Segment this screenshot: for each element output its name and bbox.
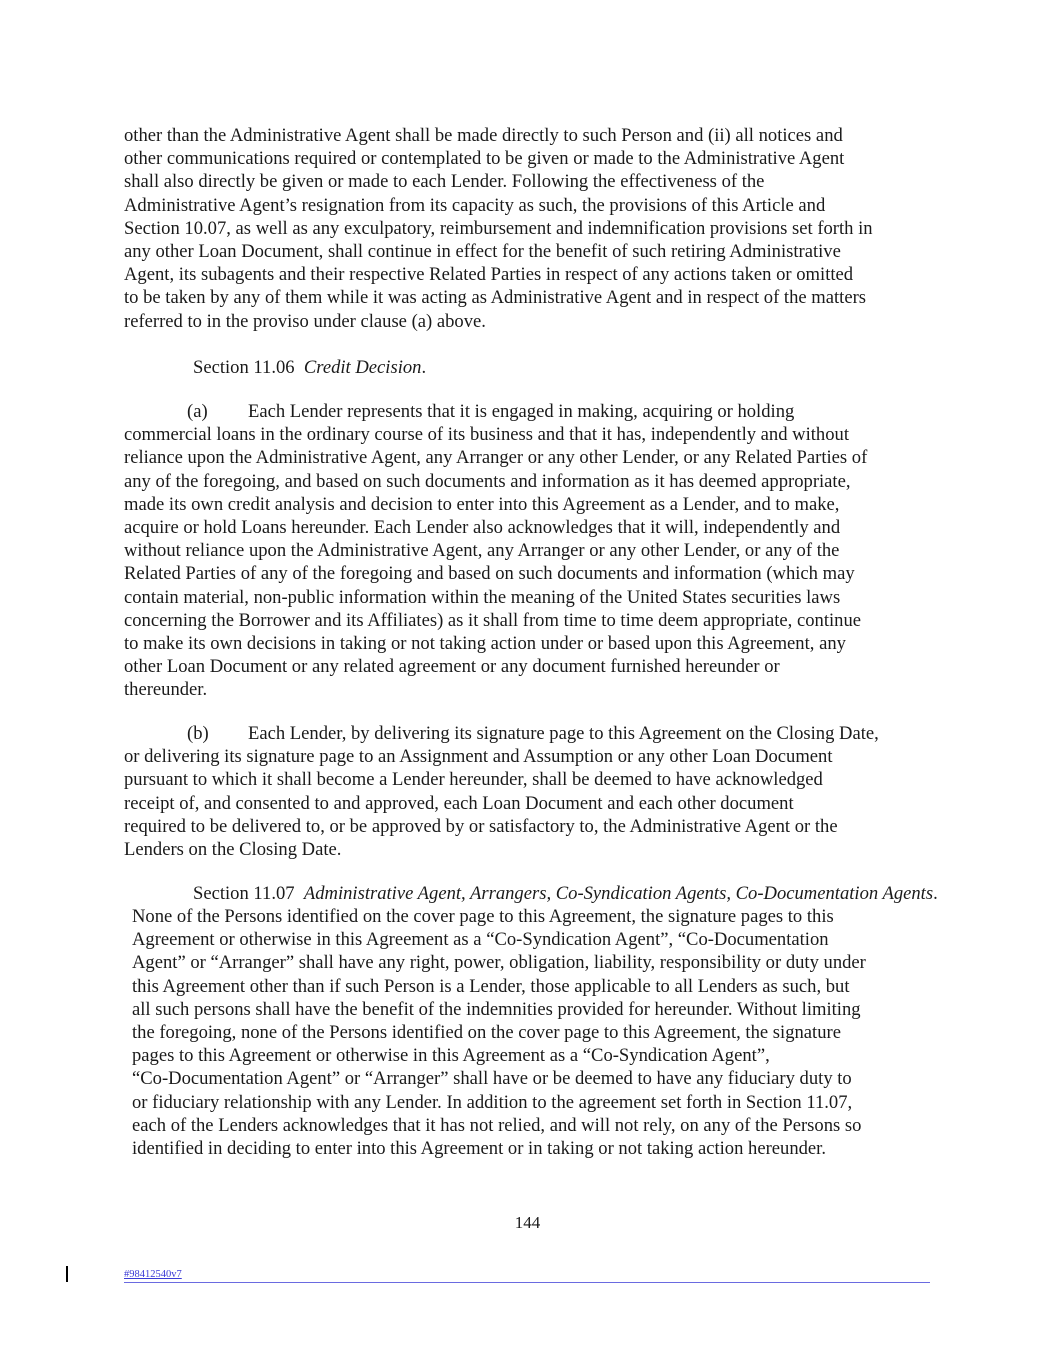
section-title-suffix: . <box>421 357 427 378</box>
section-11-06-heading <box>193 356 426 379</box>
paragraph-line: Each Lender, by delivering its signature page to this Agreement on the Closing Date, <box>248 723 879 744</box>
paragraph-line: Related Parties of any of the foregoing and based on such documents and information (which may <box>124 563 855 585</box>
paragraph-line: all such persons shall have the benefit of the indemnities provided for hereunder. Without limiting <box>132 998 861 1020</box>
paragraph-line: Agent, its subagents and their respective Related Parties in respect of any actions taken or omitted <box>124 264 854 286</box>
paragraph-line: Administrative Agent’s resignation from its capacity as such, the provisions of this Article and <box>124 194 826 216</box>
paragraph-line: each of the Lenders acknowledges that it has not relied, and will not rely, on any of the Persons so <box>132 1114 862 1136</box>
paragraph-line: required to be delivered to, or be approved by or satisfactory to, the Administrative Agent or the <box>124 815 838 837</box>
paragraph-line: thereunder. <box>124 679 208 701</box>
paragraph-line: any of the foregoing, and based on such documents and information as it has deemed appropriate, <box>124 470 851 492</box>
revision-change-bar <box>66 1266 68 1282</box>
carryover-paragraph <box>124 124 932 333</box>
subsection-first-line <box>124 400 932 423</box>
paragraph-line: the foregoing, none of the Persons identified on the cover page to this Agreement, the signature <box>132 1022 841 1044</box>
document-id-link[interactable]: #98412540v7 <box>124 1269 182 1280</box>
paragraph-line: identified in deciding to enter into this Agreement or in taking or not taking action hereunder. <box>132 1138 826 1160</box>
paragraph-line: commercial loans in the ordinary course of its business and that it has, independently and without <box>124 424 849 446</box>
footer-rule <box>124 1282 930 1283</box>
paragraph-line: Section 10.07, as well as any exculpatory, reimbursement and indemnification provisions set forth in <box>124 217 873 239</box>
paragraph-line: contain material, non-public information within the meaning of the United States securities laws <box>124 586 841 608</box>
paragraph-line: other than the Administrative Agent shall be made directly to such Person and (ii) all notices and <box>124 125 843 146</box>
page-number: 144 <box>514 1213 541 1232</box>
paragraph-line: shall also directly be given or made to each Lender. Following the effectiveness of the <box>124 171 765 193</box>
paragraph-line: or delivering its signature page to an Assignment and Assumption or any other Loan Document <box>124 746 833 768</box>
paragraph-line: other Loan Document or any related agreement or any document furnished hereunder or <box>124 656 780 678</box>
subsection-b-paragraph <box>124 722 932 861</box>
section-number: Section 11.06 <box>193 357 295 378</box>
paragraph-line: this Agreement other than if such Person is a Lender, those applicable to all Lenders as such, but <box>132 975 850 997</box>
subsection-label: (a) <box>187 401 208 422</box>
section-11-07-paragraph <box>132 905 940 1160</box>
paragraph-line: None of the Persons identified on the cover page to this Agreement, the signature pages to this <box>132 906 834 927</box>
paragraph-line: or fiduciary relationship with any Lender. In addition to the agreement set forth in Section 11.07, <box>132 1091 853 1113</box>
paragraph-line: referred to in the proviso under clause (a) above. <box>124 310 486 332</box>
paragraph-line: Agent” or “Arranger” shall have any right, power, obligation, liability, responsibility or duty under <box>132 952 866 974</box>
paragraph-line: concerning the Borrower and its Affiliates) as it shall from time to time deem appropriate, continue <box>124 609 861 631</box>
paragraph-line: other communications required or contemplated to be given or made to the Administrative Agent <box>124 148 845 170</box>
paragraph-line: any other Loan Document, shall continue in effect for the benefit of such retiring Administrative <box>124 241 841 263</box>
section-11-07-heading <box>193 882 938 905</box>
paragraph-line: Agreement or otherwise in this Agreement as a “Co-Syndication Agent”, “Co-Documentation <box>132 929 829 951</box>
paragraph-line: to be taken by any of them while it was acting as Administrative Agent and in respect of the matters <box>124 287 867 309</box>
paragraph-line: without reliance upon the Administrative Agent, any Arranger or any other Lender, or any of the <box>124 540 840 562</box>
paragraph-line: pages to this Agreement or otherwise in this Agreement as a “Co-Syndication Agent”, <box>132 1045 770 1067</box>
paragraph-line: made its own credit analysis and decision to enter into this Agreement as a Lender, and to make, <box>124 493 840 515</box>
subsection-label: (b) <box>187 723 209 744</box>
section-title-suffix: . <box>933 883 938 904</box>
paragraph-line: “Co-Documentation Agent” or “Arranger” shall have or be deemed to have any fiduciary duty to <box>132 1068 852 1090</box>
subsection-a-paragraph <box>124 400 932 702</box>
paragraph-line: to make its own decisions in taking or not taking action under or based upon this Agreement, any <box>124 633 846 655</box>
paragraph-line: pursuant to which it shall become a Lender hereunder, shall be deemed to have acknowledged <box>124 769 823 791</box>
paragraph-line: reliance upon the Administrative Agent, any Arranger or any other Lender, or any Related Parties of <box>124 447 868 469</box>
paragraph-line: receipt of, and consented to and approved, each Loan Document and each other document <box>124 792 794 814</box>
section-title: Credit Decision <box>303 357 422 378</box>
paragraph-line: Lenders on the Closing Date. <box>124 839 342 861</box>
paragraph-line: Each Lender represents that it is engaged in making, acquiring or holding <box>248 401 795 422</box>
section-title: Administrative Agent, Arrangers, Co-Syndication Agents, Co-Documentation Agents <box>303 883 934 904</box>
paragraph-line: acquire or hold Loans hereunder. Each Lender also acknowledges that it will, independently and <box>124 517 841 539</box>
subsection-first-line <box>124 722 932 745</box>
section-number: Section 11.07 <box>193 883 295 904</box>
